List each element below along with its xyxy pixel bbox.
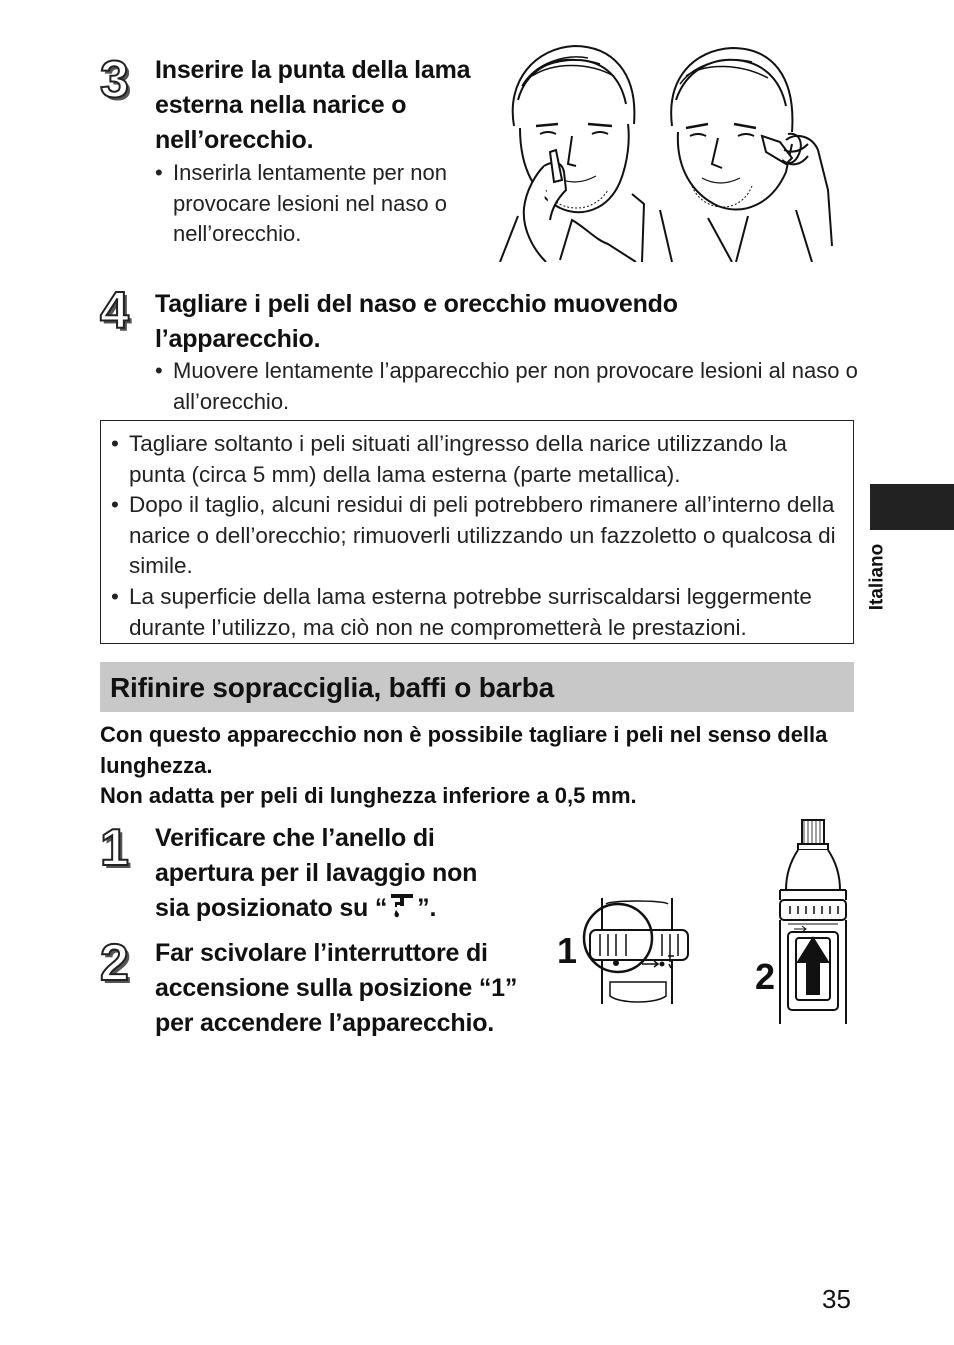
step-bullet: • Muovere lentamente l’apparecchio per non provocare lesioni al naso o all’orecchio.: [155, 356, 863, 417]
step-heading: Tagliare i peli del naso e orecchio muovendo l’apparecchio.: [155, 290, 678, 353]
step-number: 1: [100, 819, 129, 877]
section-title: Rifinire sopracciglia, baffi o barba: [110, 672, 555, 703]
step-heading: [155, 821, 515, 926]
figure-label-ring: 1: [557, 930, 578, 971]
language-label-text: Italiano: [866, 543, 888, 611]
section-intro: [100, 720, 860, 812]
language-tab-label: [866, 538, 902, 622]
step-bullet: • Inserirla lentamente per non provocare lesioni nel naso o nell’orecchio.: [155, 158, 493, 250]
note-item: • Dopo il taglio, alcuni residui di peli potrebbero rimanere all’interno della narice o dell’orecchio; rimuoverli utilizzando un fazzoletto o qualcosa di simile.: [111, 490, 841, 582]
step-heading-text: Verificare che l’anello di apertura per il lavaggio non sia posizionato su “: [155, 824, 478, 922]
language-tab-marker: [870, 484, 954, 530]
page-number: 35: [822, 1284, 851, 1314]
note-item: • La superficie della lama esterna potrebbe surriscaldarsi leggermente durante l’utilizzo, ma ciò non ne comprometterà le prestazioni.: [111, 582, 841, 643]
step-number: 3: [100, 51, 129, 109]
figure-label-switch: 2: [755, 956, 776, 997]
notes-box: [100, 420, 854, 644]
step-heading: Far scivolare l’interruttore di accensione sulla posizione “1” per accendere l’apparecchio.: [155, 939, 518, 1037]
step-heading-text: ”.: [417, 894, 437, 922]
face-trimming-illustration: [496, 40, 836, 262]
faucet-drop-icon: [387, 892, 417, 920]
step-number: 2: [100, 934, 129, 992]
step-number: 4: [100, 282, 129, 340]
washing-ring-illustration: [580, 892, 696, 1008]
intro-line: Con questo apparecchio non è possibile tagliare i peli nel senso della lunghezza.: [100, 722, 828, 778]
intro-line: Non adatta per peli di lunghezza inferiore a 0,5 mm.: [100, 783, 637, 808]
step-heading: Inserire la punta della lama esterna nella narice o nell’orecchio.: [155, 56, 471, 154]
note-item: • Tagliare soltanto i peli situati all’ingresso della narice utilizzando la punta (circa 5 mm) della lama esterna (parte metallica).: [111, 429, 841, 490]
power-switch-illustration: [776, 814, 850, 1026]
